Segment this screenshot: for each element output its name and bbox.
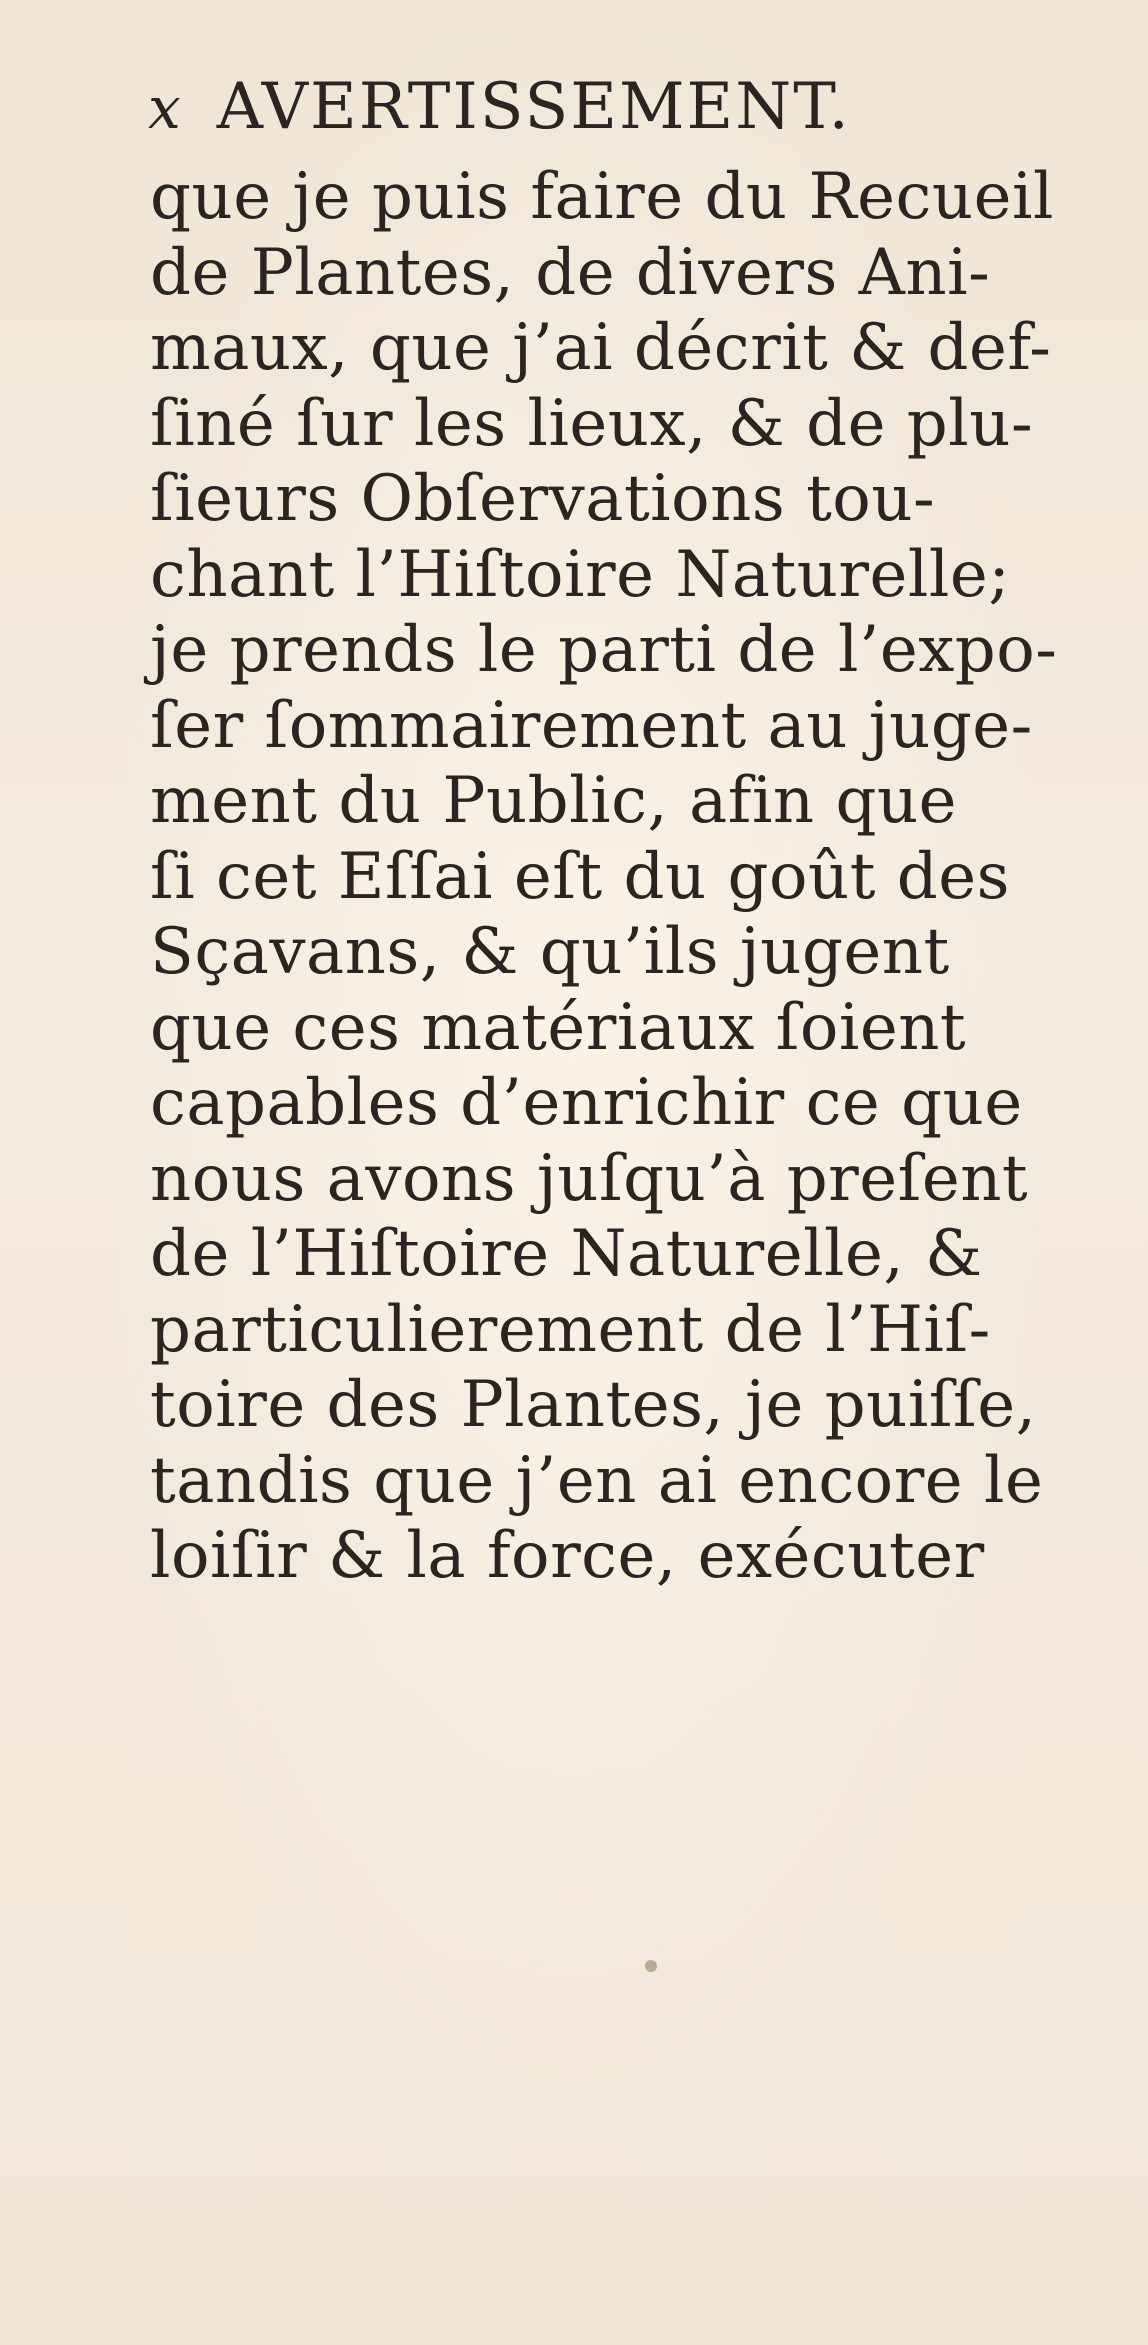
text-line-18: tandis que j’en ai encore le [150,1443,1044,1518]
page-header [148,62,851,152]
text-line-3: maux, que j’ai décrit & def- [150,311,1052,385]
running-head: AVERTISSEMENT. [216,70,851,144]
text-line-7: je prends le parti de l’expo- [150,613,1058,687]
text-line-1: que je puis faire du Recueil [150,160,1054,234]
text-line-5: ſieurs Obſervations tou- [150,462,936,536]
text-line-11: Sçavans, & qu’ils jugent [150,915,950,989]
text-line-15: de l’Hiſtoire Naturelle, & [150,1217,983,1291]
text-line-9: ment du Public, afin que [150,764,958,838]
text-line-17: toire des Plantes, je puiſſe, [150,1368,1037,1442]
text-line-19: loiſir & la force, exécuter [150,1519,985,1593]
ink-spot [645,1960,657,1972]
text-line-4: ſiné ſur les lieux, & de plu- [150,386,1034,461]
text-line-12: que ces matériaux ſoient [150,990,967,1065]
text-line-6: chant l’Hiſtoire Naturelle; [150,537,1011,612]
body-text [150,160,1070,1595]
text-line-16: particulierement de l’Hiſ- [150,1292,991,1367]
text-line-8: ſer ſommairement au juge- [150,688,1033,763]
text-line-14: nous avons juſqu’à preſent [150,1141,1029,1216]
text-line-10: ſi cet Eſſai eſt du goût des [150,839,1010,914]
page-number: x [148,74,183,142]
text-line-13: capables d’enrichir ce que [150,1066,1023,1140]
text-line-2: de Plantes, de divers Ani- [150,235,991,310]
